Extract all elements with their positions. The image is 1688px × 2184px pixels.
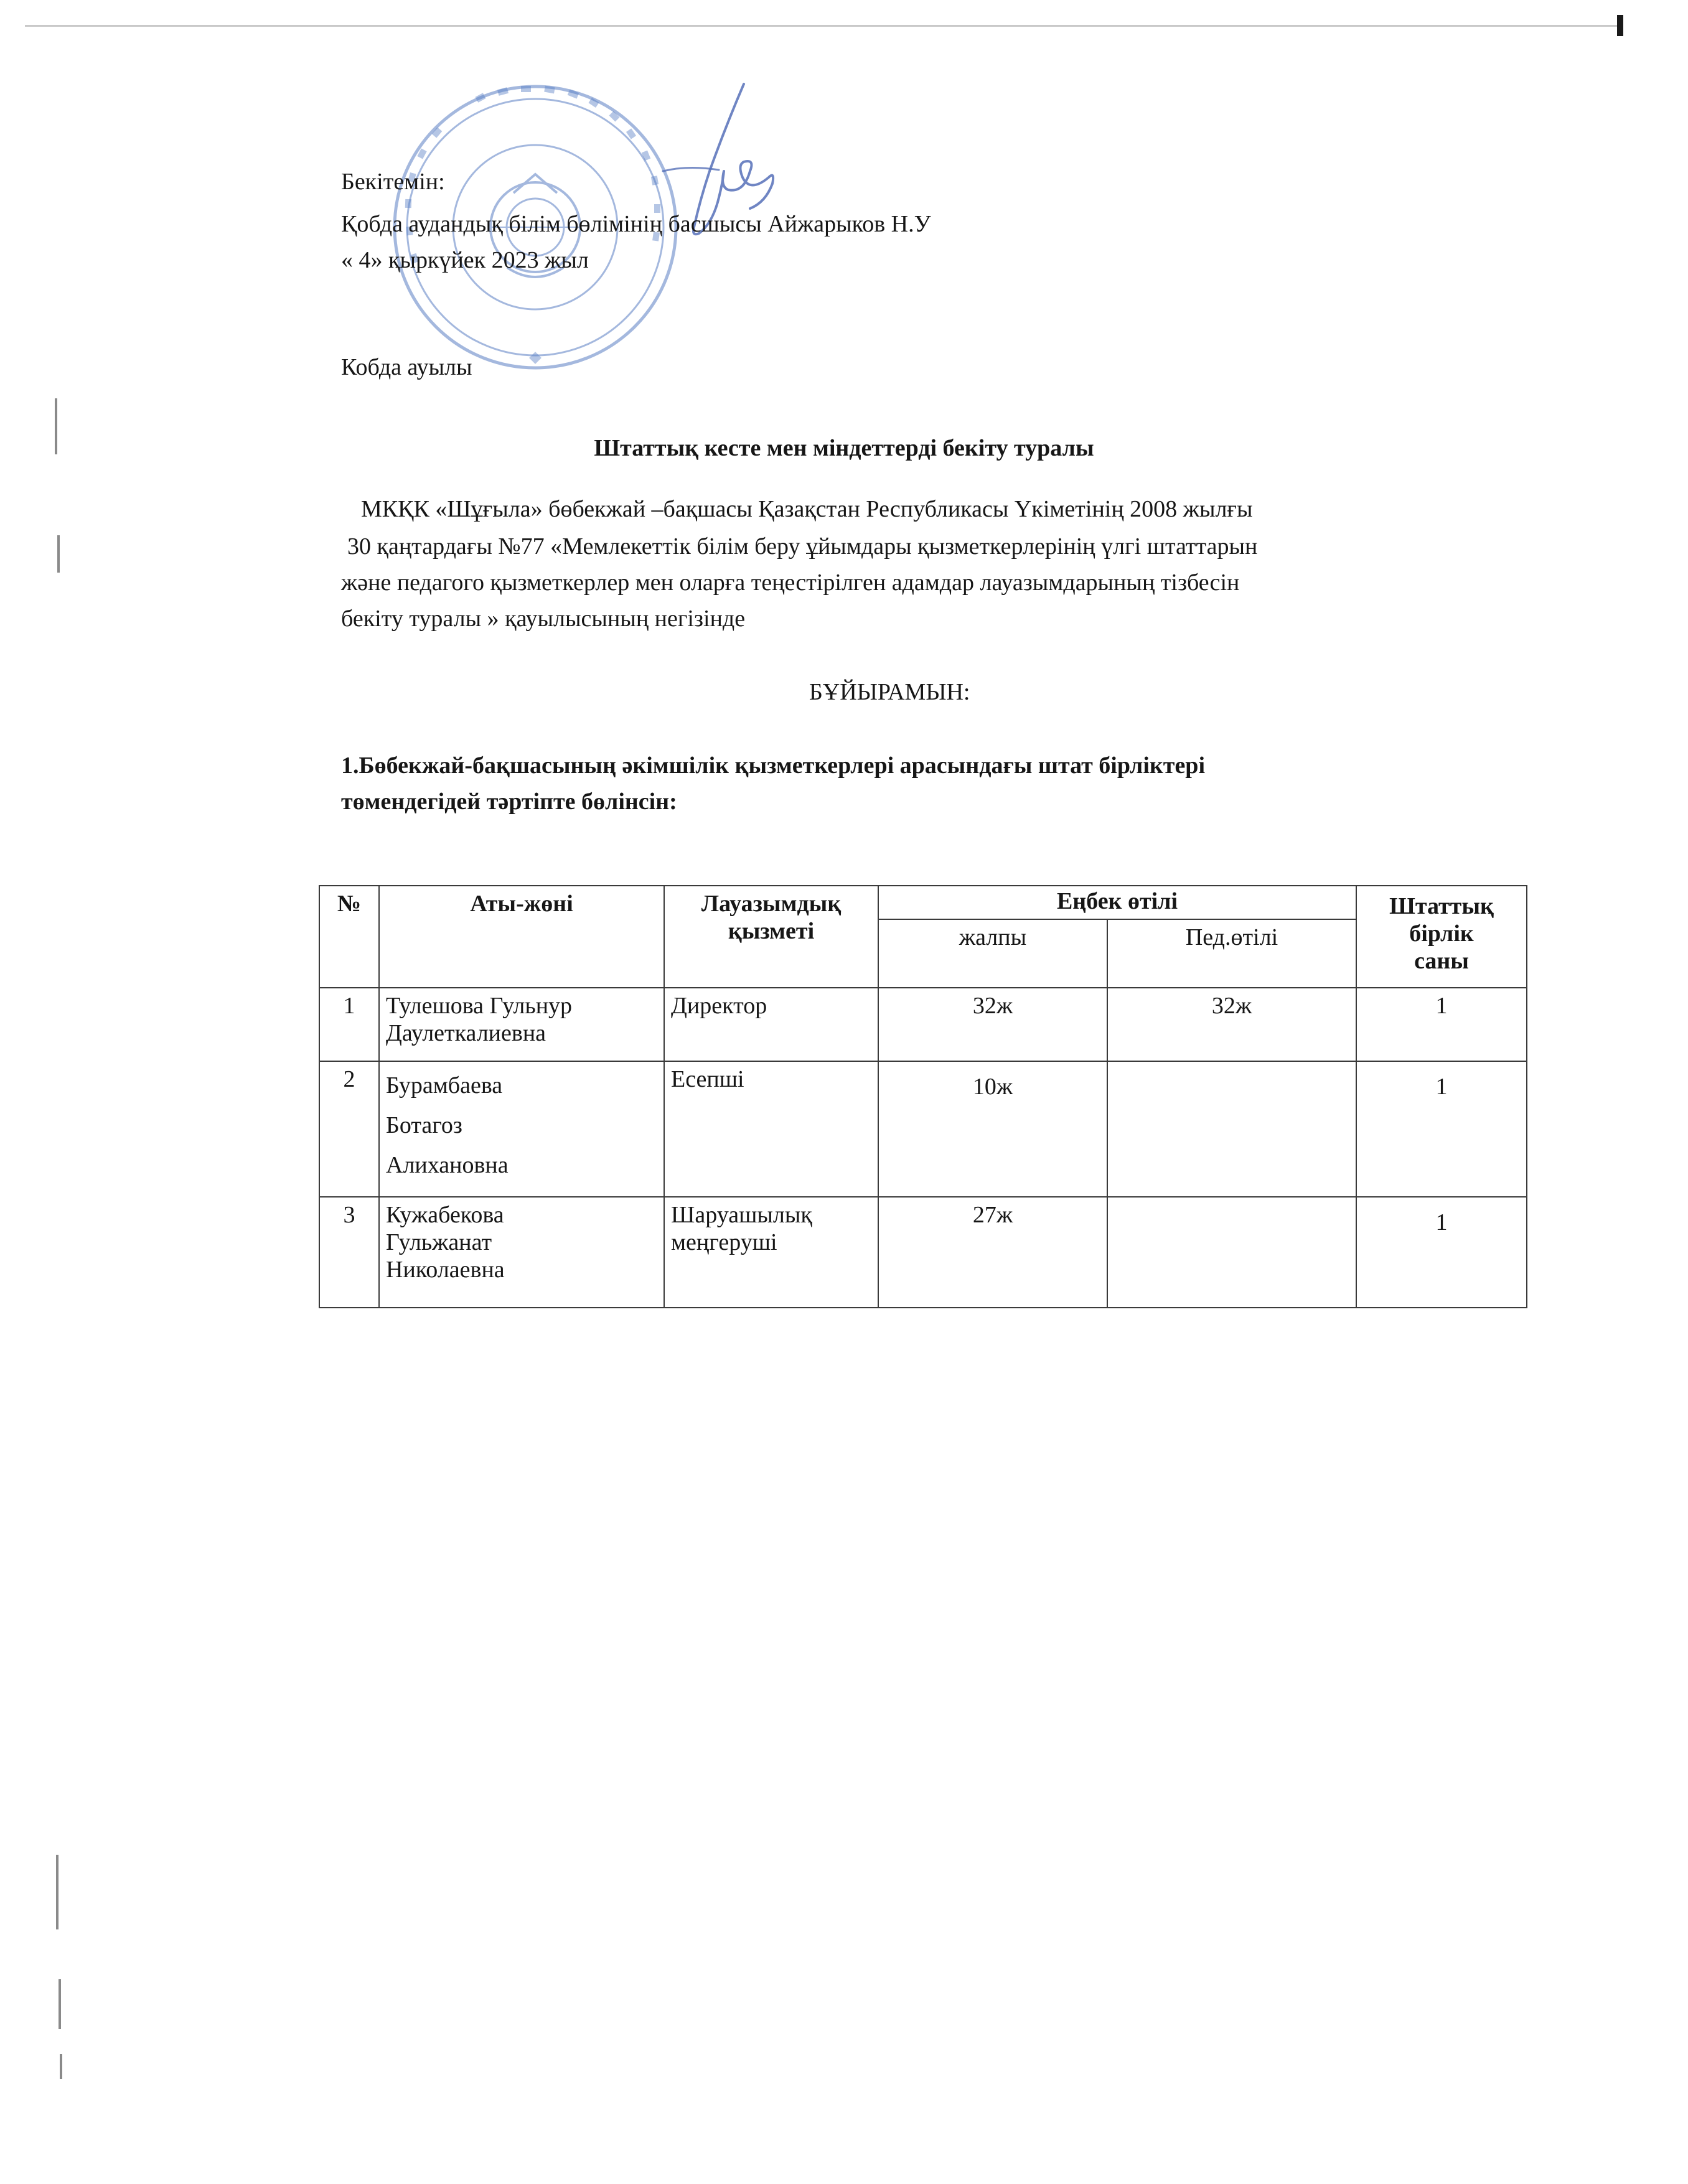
row-name-line: Николаевна bbox=[386, 1257, 505, 1283]
row-num: 3 bbox=[319, 1197, 379, 1308]
header-name: Аты-жөні bbox=[379, 886, 664, 988]
row-name bbox=[379, 988, 664, 1061]
header-total-experience: жалпы bbox=[878, 919, 1107, 988]
row-name-line: Гульжанат bbox=[386, 1229, 492, 1255]
row-total-experience: 32ж bbox=[878, 988, 1107, 1061]
table-row bbox=[319, 988, 1527, 1061]
header-staff-units bbox=[1356, 886, 1527, 988]
approver-title: Қобда аудандық білім бөлімінің басшысы Айжарыков Н.У bbox=[341, 211, 931, 237]
scan-edge-mark bbox=[56, 1855, 59, 1929]
scan-edge-mark bbox=[60, 2054, 62, 2079]
body-line: және педагого қызметкерлер мен оларға теңестірілген адамдар лауазымдарының тізбесін bbox=[341, 569, 1240, 596]
row-position-line: Директор bbox=[671, 993, 767, 1019]
row-position-line: меңгеруші bbox=[671, 1229, 777, 1255]
row-staff-units: 1 bbox=[1356, 988, 1527, 1061]
order-heading: БҰЙЫРАМЫН: bbox=[809, 679, 970, 705]
scan-corner-mark bbox=[1617, 15, 1623, 36]
row-name-line: Бурамбаева bbox=[386, 1072, 503, 1099]
row-ped-experience: 32ж bbox=[1107, 988, 1356, 1061]
row-position bbox=[664, 1197, 878, 1308]
row-name-line: Тулешова Гульнур bbox=[386, 993, 573, 1019]
location: Кобда ауылы bbox=[341, 354, 472, 380]
approval-date: « 4» қыркүйек 2023 жыл bbox=[341, 247, 589, 273]
scan-top-line bbox=[25, 25, 1618, 27]
row-ped-experience bbox=[1107, 1061, 1356, 1197]
row-staff-units: 1 bbox=[1356, 1061, 1527, 1197]
body-line: 30 қаңтардағы №77 «Мемлекеттік білім беру ұйымдары қызметкерлерінің үлгі штаттарын bbox=[347, 533, 1258, 560]
row-name-line: Даулеткалиевна bbox=[386, 1020, 546, 1046]
table-row bbox=[319, 1197, 1527, 1308]
scan-edge-mark bbox=[57, 535, 60, 573]
row-name bbox=[379, 1197, 664, 1308]
row-num: 2 bbox=[319, 1061, 379, 1197]
row-name bbox=[379, 1061, 664, 1197]
header-num: № bbox=[319, 886, 379, 988]
row-position-line: Есепші bbox=[671, 1066, 744, 1092]
staff-table bbox=[319, 885, 1527, 1308]
header-ped-experience: Пед.өтілі bbox=[1107, 919, 1356, 988]
header-position-line: қызметі bbox=[728, 918, 815, 944]
header-staff-line: саны bbox=[1414, 948, 1469, 974]
body-line: бекіту туралы » қауылысының негізінде bbox=[341, 606, 746, 632]
header-staff-line: бірлік bbox=[1409, 921, 1474, 947]
row-name-line: Кужабекова bbox=[386, 1202, 504, 1228]
row-num: 1 bbox=[319, 988, 379, 1061]
header-position bbox=[664, 886, 878, 988]
header-experience: Еңбек өтілі bbox=[878, 886, 1356, 919]
header-staff-line: Штаттық bbox=[1389, 893, 1494, 919]
row-position bbox=[664, 1061, 878, 1197]
row-position-line: Шаруашылық bbox=[671, 1202, 812, 1228]
row-total-experience: 10ж bbox=[878, 1061, 1107, 1197]
row-position bbox=[664, 988, 878, 1061]
clause-line: 1.Бөбекжай-бақшасының әкімшілік қызметкерлері арасындағы штат бірліктері bbox=[341, 752, 1206, 779]
document-title: Штаттық кесте мен міндеттерді бекіту туралы bbox=[594, 435, 1094, 461]
approval-label: Бекітемін: bbox=[341, 169, 445, 195]
row-name-line: Ботагоз bbox=[386, 1112, 462, 1138]
row-staff-units: 1 bbox=[1356, 1197, 1527, 1308]
row-total-experience: 27ж bbox=[878, 1197, 1107, 1308]
header-position-line: Лауазымдық bbox=[701, 891, 842, 917]
clause-line: төмендегідей тәртіпте бөлінсін: bbox=[341, 789, 677, 815]
body-line: МКҚК «Шұғыла» бөбекжай –бақшасы Қазақстан Республикасы Үкіметінің 2008 жылғы bbox=[361, 496, 1253, 522]
scan-edge-mark bbox=[59, 1979, 61, 2029]
row-name-line: Алихановна bbox=[386, 1152, 509, 1178]
table-row bbox=[319, 1061, 1527, 1197]
table-header-row bbox=[319, 886, 1527, 919]
row-ped-experience bbox=[1107, 1197, 1356, 1308]
